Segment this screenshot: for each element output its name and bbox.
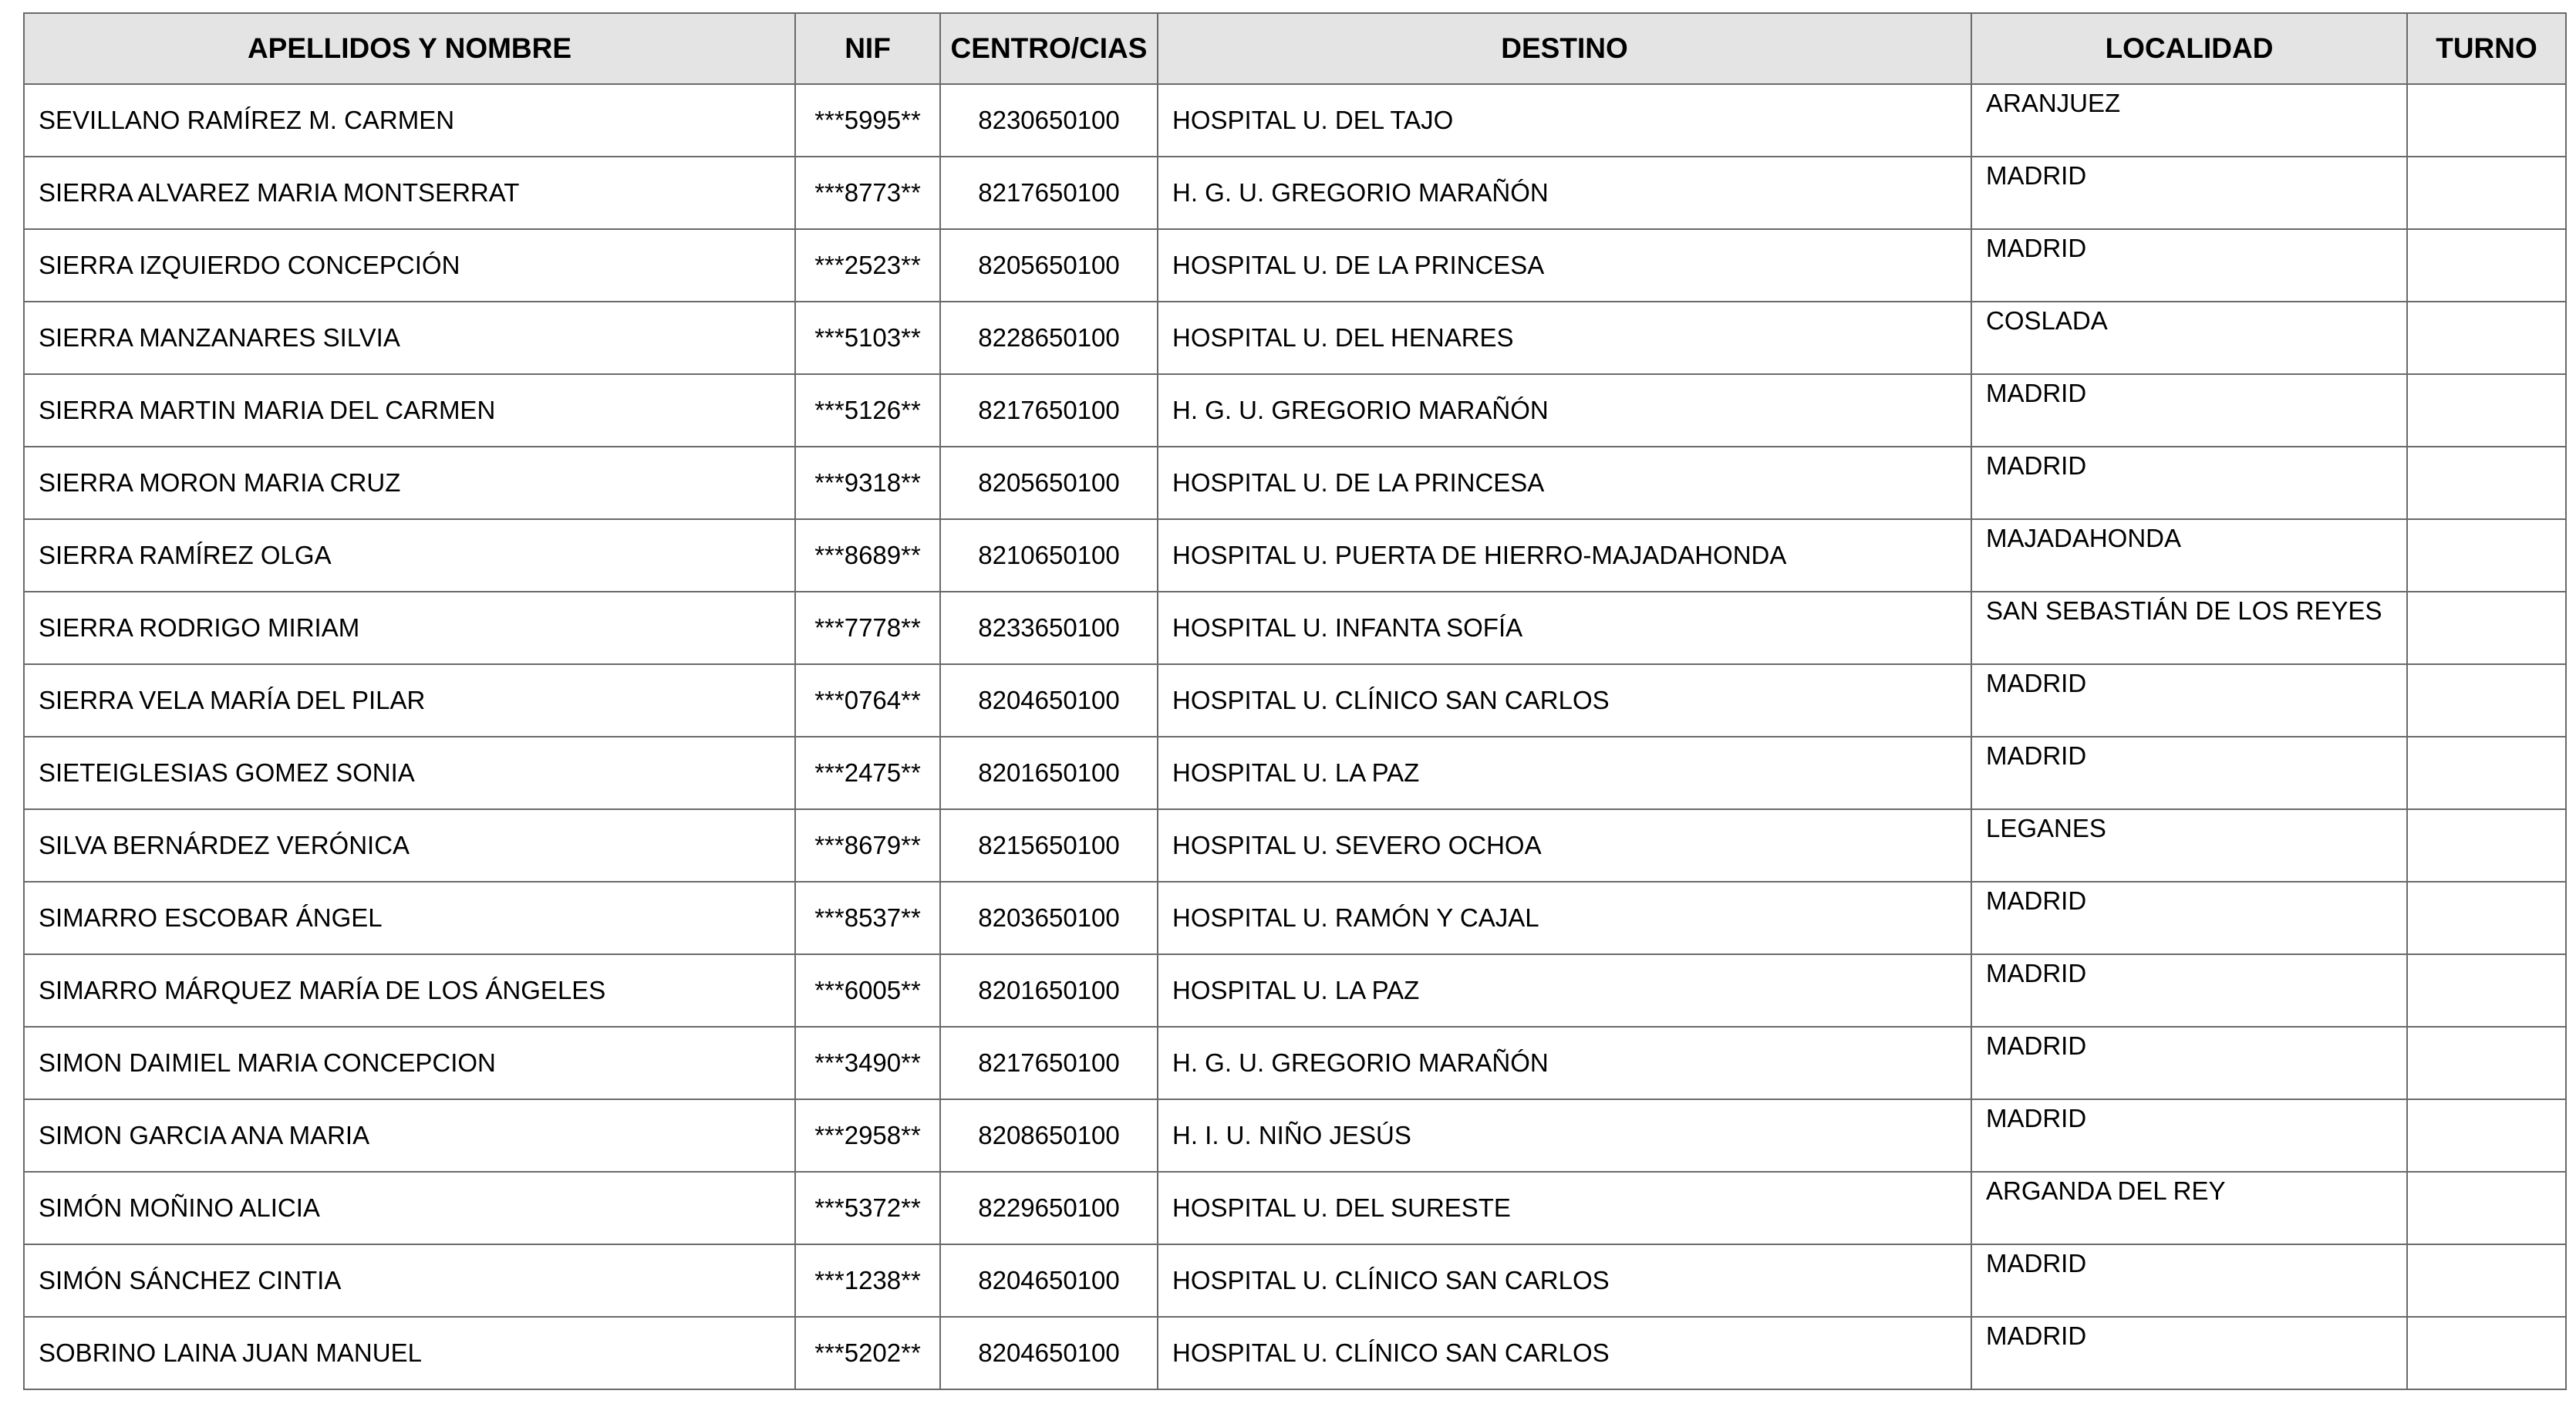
table-row [24,1244,2566,1317]
turno-cell [2407,737,2566,809]
turno-cell [2407,1027,2566,1099]
centro-cell: 8233650100 [940,592,1158,664]
turno-cell [2407,447,2566,519]
destino-cell: HOSPITAL U. INFANTA SOFÍA [1158,592,1971,664]
localidad-cell: MADRID [1971,374,2407,447]
destino-cell: H. I. U. NIÑO JESÚS [1158,1099,1971,1172]
centro-cell: 8217650100 [940,374,1158,447]
nif-cell: ***5103** [795,302,940,374]
name-cell: SILVA BERNÁRDEZ VERÓNICA [24,809,795,882]
localidad-cell: MADRID [1971,157,2407,229]
centro-cell: 8229650100 [940,1172,1158,1244]
destino-cell: HOSPITAL U. LA PAZ [1158,954,1971,1027]
table-row [24,882,2566,954]
turno-cell [2407,1317,2566,1389]
centro-cell: 8201650100 [940,954,1158,1027]
centro-cell: 8205650100 [940,229,1158,302]
destino-cell: HOSPITAL U. RAMÓN Y CAJAL [1158,882,1971,954]
localidad-cell: MADRID [1971,1099,2407,1172]
centro-cell: 8201650100 [940,737,1158,809]
centro-cell: 8204650100 [940,664,1158,737]
localidad-cell: ARANJUEZ [1971,84,2407,157]
name-cell: SIMON GARCIA ANA MARIA [24,1099,795,1172]
header-localidad: LOCALIDAD [1971,13,2407,84]
name-cell: SIERRA RODRIGO MIRIAM [24,592,795,664]
turno-cell [2407,1172,2566,1244]
destino-cell: HOSPITAL U. CLÍNICO SAN CARLOS [1158,664,1971,737]
localidad-cell: SAN SEBASTIÁN DE LOS REYES [1971,592,2407,664]
destino-cell: H. G. U. GREGORIO MARAÑÓN [1158,1027,1971,1099]
table-row [24,374,2566,447]
localidad-cell: MADRID [1971,1027,2407,1099]
localidad-cell: MADRID [1971,954,2407,1027]
name-cell: SIERRA IZQUIERDO CONCEPCIÓN [24,229,795,302]
localidad-cell: MADRID [1971,1317,2407,1389]
turno-cell [2407,229,2566,302]
turno-cell [2407,157,2566,229]
centro-cell: 8217650100 [940,1027,1158,1099]
turno-cell [2407,1099,2566,1172]
localidad-cell: MADRID [1971,447,2407,519]
table-header [24,13,2566,84]
nif-cell: ***8537** [795,882,940,954]
name-cell: SEVILLANO RAMÍREZ M. CARMEN [24,84,795,157]
nif-cell: ***5372** [795,1172,940,1244]
localidad-cell: ARGANDA DEL REY [1971,1172,2407,1244]
name-cell: SIETEIGLESIAS GOMEZ SONIA [24,737,795,809]
destino-cell: HOSPITAL U. DEL HENARES [1158,302,1971,374]
nif-cell: ***1238** [795,1244,940,1317]
localidad-cell: MADRID [1971,664,2407,737]
turno-cell [2407,374,2566,447]
name-cell: SIMARRO ESCOBAR ÁNGEL [24,882,795,954]
header-nif: NIF [795,13,940,84]
localidad-cell: MADRID [1971,1244,2407,1317]
name-cell: SIERRA MANZANARES SILVIA [24,302,795,374]
destino-cell: HOSPITAL U. CLÍNICO SAN CARLOS [1158,1317,1971,1389]
nif-cell: ***5126** [795,374,940,447]
table-row [24,592,2566,664]
nif-cell: ***5202** [795,1317,940,1389]
nif-cell: ***2523** [795,229,940,302]
turno-cell [2407,1244,2566,1317]
table-row [24,1027,2566,1099]
header-turno: TURNO [2407,13,2566,84]
destino-cell: HOSPITAL U. PUERTA DE HIERRO-MAJADAHONDA [1158,519,1971,592]
name-cell: SIERRA VELA MARÍA DEL PILAR [24,664,795,737]
localidad-cell: MADRID [1971,882,2407,954]
centro-cell: 8203650100 [940,882,1158,954]
name-cell: SIERRA ALVAREZ MARIA MONTSERRAT [24,157,795,229]
centro-cell: 8204650100 [940,1244,1158,1317]
localidad-cell: MADRID [1971,737,2407,809]
assignment-table [23,12,2567,1390]
localidad-cell: LEGANES [1971,809,2407,882]
turno-cell [2407,84,2566,157]
destino-cell: HOSPITAL U. LA PAZ [1158,737,1971,809]
table-row [24,302,2566,374]
centro-cell: 8205650100 [940,447,1158,519]
destino-cell: HOSPITAL U. CLÍNICO SAN CARLOS [1158,1244,1971,1317]
localidad-cell: COSLADA [1971,302,2407,374]
centro-cell: 8208650100 [940,1099,1158,1172]
table-row [24,519,2566,592]
centro-cell: 8228650100 [940,302,1158,374]
destino-cell: H. G. U. GREGORIO MARAÑÓN [1158,157,1971,229]
table-row [24,809,2566,882]
name-cell: SIMÓN MOÑINO ALICIA [24,1172,795,1244]
turno-cell [2407,519,2566,592]
localidad-cell: MAJADAHONDA [1971,519,2407,592]
name-cell: SIMON DAIMIEL MARIA CONCEPCION [24,1027,795,1099]
centro-cell: 8215650100 [940,809,1158,882]
turno-cell [2407,954,2566,1027]
nif-cell: ***2958** [795,1099,940,1172]
name-cell: SIERRA MARTIN MARIA DEL CARMEN [24,374,795,447]
destino-cell: HOSPITAL U. DEL TAJO [1158,84,1971,157]
destino-cell: HOSPITAL U. DEL SURESTE [1158,1172,1971,1244]
table-row [24,447,2566,519]
name-cell: SOBRINO LAINA JUAN MANUEL [24,1317,795,1389]
table-row [24,954,2566,1027]
turno-cell [2407,302,2566,374]
nif-cell: ***3490** [795,1027,940,1099]
destino-cell: H. G. U. GREGORIO MARAÑÓN [1158,374,1971,447]
table-row [24,664,2566,737]
centro-cell: 8210650100 [940,519,1158,592]
table-row [24,1172,2566,1244]
nif-cell: ***6005** [795,954,940,1027]
nif-cell: ***8689** [795,519,940,592]
nif-cell: ***7778** [795,592,940,664]
centro-cell: 8217650100 [940,157,1158,229]
nif-cell: ***8773** [795,157,940,229]
destino-cell: HOSPITAL U. DE LA PRINCESA [1158,447,1971,519]
header-name: APELLIDOS Y NOMBRE [24,13,795,84]
nif-cell: ***5995** [795,84,940,157]
centro-cell: 8230650100 [940,84,1158,157]
destino-cell: HOSPITAL U. SEVERO OCHOA [1158,809,1971,882]
turno-cell [2407,664,2566,737]
table-row [24,1317,2566,1389]
table-row [24,1099,2566,1172]
nif-cell: ***0764** [795,664,940,737]
destino-cell: HOSPITAL U. DE LA PRINCESA [1158,229,1971,302]
localidad-cell: MADRID [1971,229,2407,302]
nif-cell: ***8679** [795,809,940,882]
turno-cell [2407,592,2566,664]
nif-cell: ***2475** [795,737,940,809]
turno-cell [2407,809,2566,882]
turno-cell [2407,882,2566,954]
header-row [24,13,2566,84]
header-destino: DESTINO [1158,13,1971,84]
table-row [24,157,2566,229]
assignment-list [23,12,2565,1390]
name-cell: SIMÓN SÁNCHEZ CINTIA [24,1244,795,1317]
name-cell: SIMARRO MÁRQUEZ MARÍA DE LOS ÁNGELES [24,954,795,1027]
nif-cell: ***9318** [795,447,940,519]
table-body [24,84,2566,1389]
centro-cell: 8204650100 [940,1317,1158,1389]
name-cell: SIERRA MORON MARIA CRUZ [24,447,795,519]
header-centro: CENTRO/CIAS [940,13,1158,84]
table-row [24,84,2566,157]
name-cell: SIERRA RAMÍREZ OLGA [24,519,795,592]
table-row [24,737,2566,809]
table-row [24,229,2566,302]
